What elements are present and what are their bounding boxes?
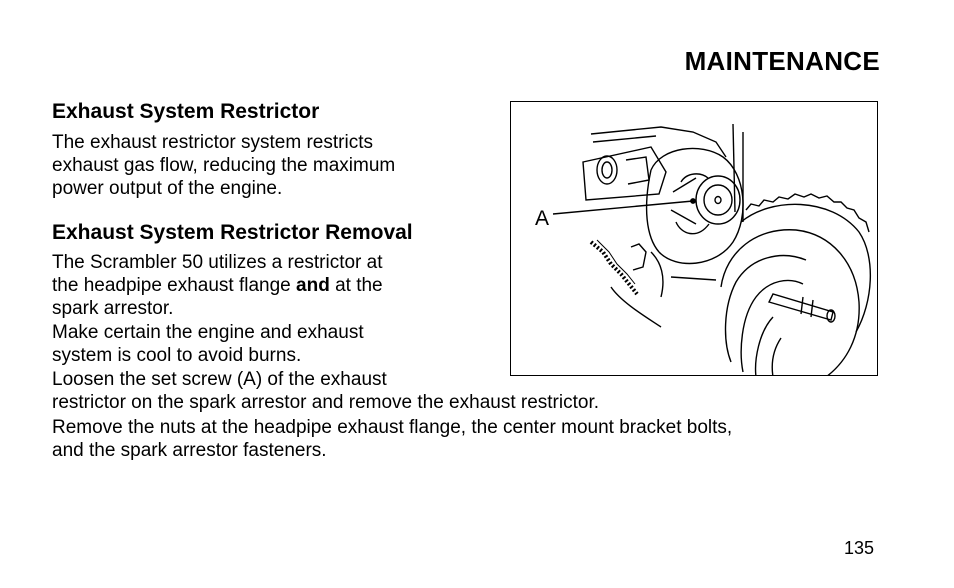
- figure-exhaust-restrictor: [510, 101, 878, 376]
- text-line: spark arrestor.: [52, 298, 174, 319]
- text-line: at the: [329, 275, 383, 296]
- callout-label-a: A: [535, 207, 550, 230]
- text-line: system is cool to avoid burns.: [52, 345, 302, 366]
- text-line: exhaust gas flow, reducing the maximum: [52, 155, 396, 176]
- paragraph-remove-nuts: [52, 416, 732, 462]
- text-line: Loosen the set screw (A) of the exhaust: [52, 369, 387, 390]
- text-line: The Scrambler 50 utilizes a restrictor at: [52, 252, 383, 273]
- text-line: the headpipe exhaust flange: [52, 275, 297, 296]
- paragraph-restrictor-location: [52, 251, 383, 320]
- heading-exhaust-system-restrictor: Exhaust System Restrictor: [52, 100, 320, 123]
- heading-restrictor-removal: Exhaust System Restrictor Removal: [52, 221, 413, 244]
- text-line: power output of the engine.: [52, 178, 283, 199]
- text-line: and the spark arrestor fasteners.: [52, 440, 327, 461]
- page-number: 135: [843, 538, 874, 558]
- text-line: restrictor on the spark arrestor and remove the exhaust restrictor.: [52, 392, 600, 413]
- exhaust-restrictor-illustration-icon: [511, 102, 878, 376]
- text-line: The exhaust restrictor system restricts: [52, 132, 373, 153]
- text-line: Remove the nuts at the headpipe exhaust flange, the center mount bracket bolts,: [52, 417, 733, 438]
- paragraph-safety-note: [52, 321, 364, 367]
- paragraph-restrictor-description: [52, 131, 395, 200]
- text-line: Make certain the engine and exhaust: [52, 322, 364, 343]
- section-title: MAINTENANCE: [684, 46, 880, 76]
- bold-and: and: [296, 275, 330, 296]
